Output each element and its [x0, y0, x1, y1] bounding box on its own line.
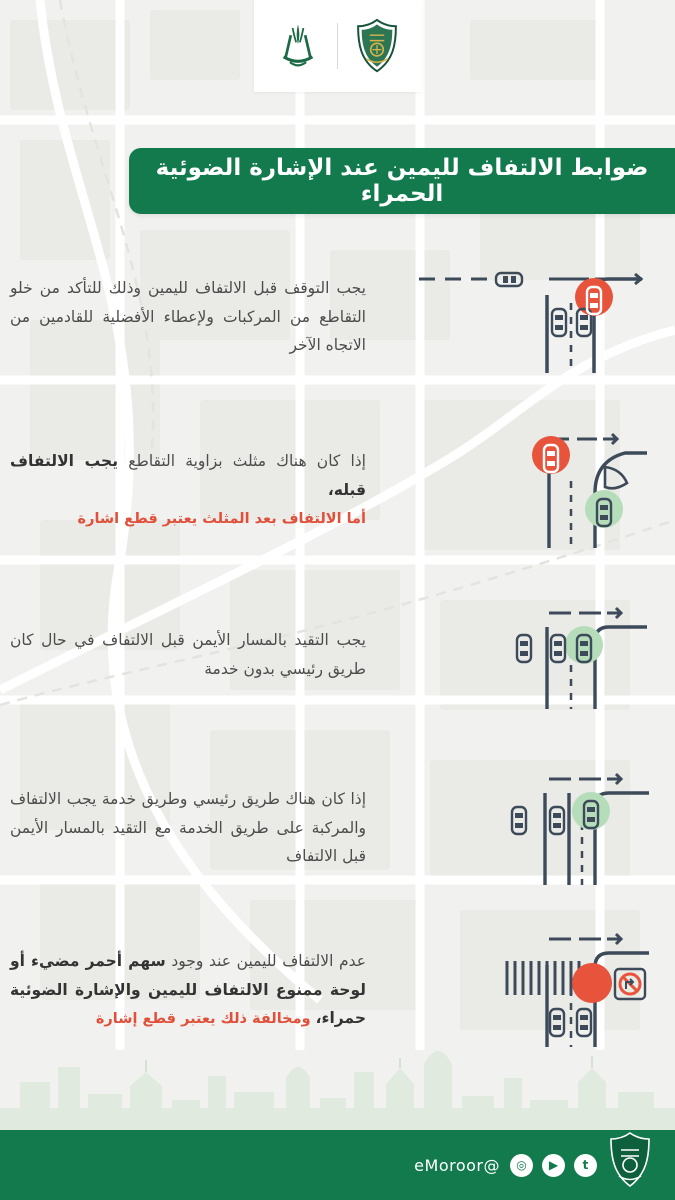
title-banner — [129, 148, 675, 214]
riyadh-skyline — [0, 1012, 675, 1132]
footer-bar — [0, 1130, 675, 1200]
rule2-part-bold: يجب الالتفاف قبله، — [10, 451, 366, 499]
figure-triangle-island-right-turn — [392, 423, 675, 558]
traffic-department-emblem — [350, 17, 404, 75]
social-icons — [510, 1154, 597, 1177]
rule-row-service-road — [0, 768, 675, 888]
ministry-of-interior-emblem — [271, 17, 325, 75]
rule-row-keep-right-lane — [0, 600, 675, 710]
rule-text-stop-before-turn: يجب التوقف قبل الالتفاف لليمين وذلك للتأكد من خلو التقاطع من المركبات ولإعطاء الأفضلية للقادمين من الاتجاه الآخر — [10, 278, 366, 355]
logo-divider — [337, 23, 338, 69]
rule-text-keep-right-lane: يجب التقيد بالمسار الأيمن قبل الالتفاف في حال كان طريق رئيسي بدون خدمة — [10, 631, 366, 678]
social-handle: @eMoroor — [414, 1155, 500, 1175]
traffic-department-badge — [601, 1128, 659, 1194]
youtube-icon[interactable]: ▶ — [542, 1154, 565, 1177]
rule-row-stop-before-turn — [0, 262, 675, 372]
rule-text-triangle-island — [0, 447, 392, 533]
header-logo-card — [254, 0, 422, 92]
rule-row-triangle-island — [0, 430, 675, 550]
rule5-part-bold: سهم أحمر مضيء أو لوحة ممنوع الالتفاف لليمين والإشارة الضوئية حمراء، — [10, 951, 366, 1028]
twitter-icon[interactable]: t — [574, 1154, 597, 1177]
rule5-part-red: ومخالفة ذلك يعتبر قطع إشارة — [95, 1011, 316, 1028]
rule2-part-normal: إذا كان هناك مثلث بزاوية التقاطع — [118, 451, 366, 470]
instagram-icon[interactable]: ◎ — [510, 1154, 533, 1177]
figure-intersection-stop-before-right-turn — [392, 257, 675, 377]
rule5-part-normal: عدم الالتفاف لليمين عند وجود — [165, 951, 366, 970]
rule-text-service-road: إذا كان هناك طريق رئيسي وطريق خدمة يجب الالتفاف والمركبة على طريق الخدمة مع التقيد بالمسار الأيمن قبل الالتفاف — [10, 789, 366, 866]
page-title: ضوابط الالتفاف لليمين عند الإشارة الضوئية الحمراء — [155, 155, 649, 207]
figure-main-road-no-service-lane — [392, 595, 675, 715]
rule2-part-red: أما الالتفاف بعد المثلث يعتبر قطع اشارة — [77, 511, 366, 528]
figure-service-road-right-turn — [392, 763, 675, 893]
